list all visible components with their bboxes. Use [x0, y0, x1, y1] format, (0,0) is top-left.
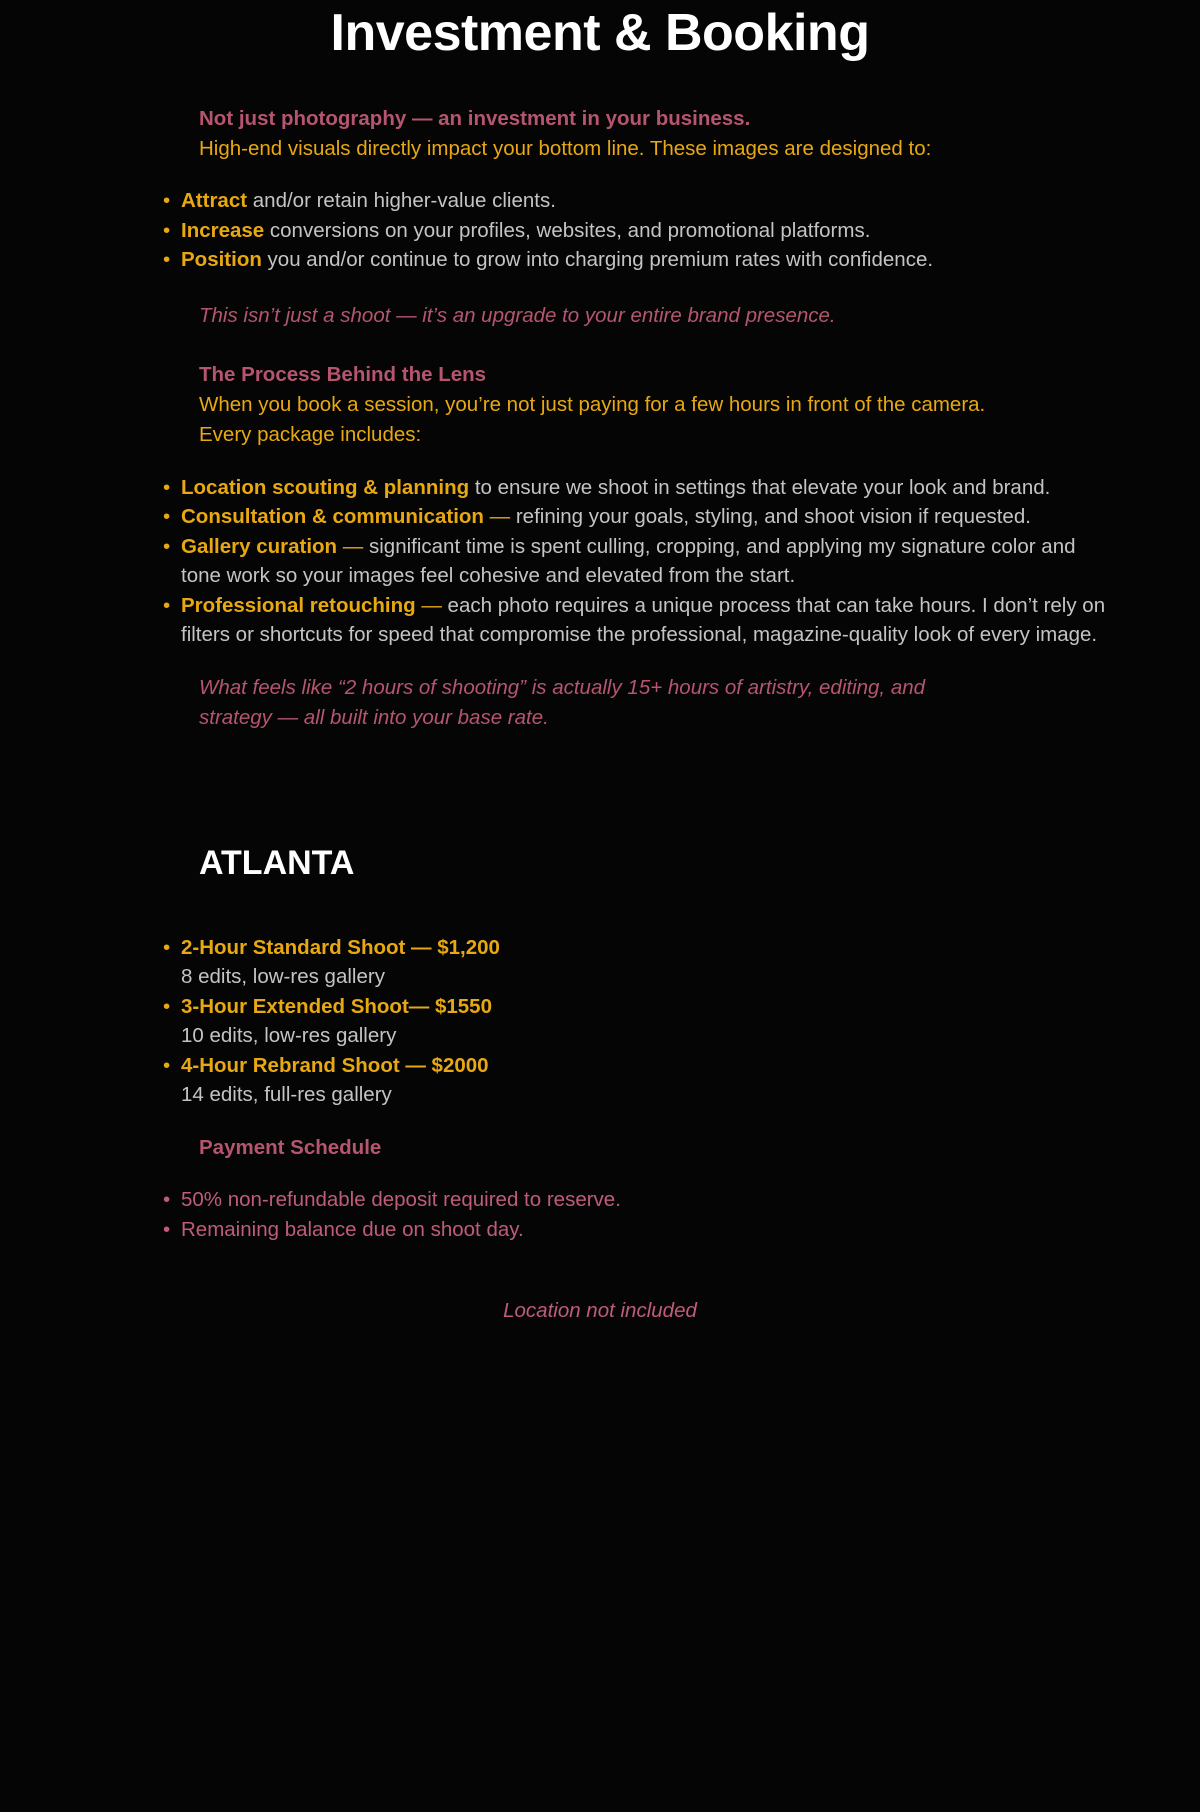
package-detail: 10 edits, low-res gallery — [181, 1024, 397, 1047]
bullet-lead: Position — [181, 248, 262, 271]
bullet-text: to ensure we shoot in settings that elevate your look and brand. — [469, 475, 1051, 499]
list-item — [163, 532, 1119, 591]
list-item — [163, 502, 1119, 532]
intro-emphasis: This isn’t just a shoot — it’s an upgrade to your entire brand presence. — [199, 303, 836, 327]
list-item — [163, 933, 1119, 992]
intro-section — [81, 104, 1119, 164]
bullet-text: conversions on your profiles, websites, and promotional platforms. — [264, 218, 871, 242]
list-item: • 50% non-refundable deposit required to reserve. — [163, 1185, 1119, 1215]
process-paragraph: When you book a session, you’re not just paying for a few hours in front of the camera. Every package includes: — [199, 392, 986, 446]
list-item — [163, 992, 1119, 1051]
package-name: • 4-Hour Rebrand Shoot — $2000 — [181, 1053, 489, 1077]
bullet-dash: — — [483, 505, 511, 528]
investment-booking-page — [81, 0, 1119, 1366]
process-bullet-list — [81, 473, 1119, 650]
page-title: Investment & Booking — [330, 4, 870, 62]
bullet-text: refining your goals, styling, and shoot vision if requested. — [510, 505, 1031, 528]
bullet-lead: Location scouting & planning — [181, 475, 470, 499]
process-emphasis-block — [81, 673, 1119, 733]
bullet-lead: Gallery curation — [181, 534, 338, 558]
intro-headline: Not just photography — an investment in your business. — [199, 107, 751, 130]
bullet-dash: — — [415, 593, 442, 617]
payment-terms-list — [81, 1185, 1119, 1245]
list-item — [163, 216, 1119, 246]
process-heading: The Process Behind the Lens — [199, 362, 487, 386]
process-emphasis: What feels like “2 hours of shooting” is actually 15+ hours of artistry, editing, and strategy — all built into your base rate. — [199, 675, 926, 729]
city-heading: ATLANTA — [199, 843, 355, 882]
process-section — [81, 360, 1119, 450]
payment-section — [81, 1133, 1119, 1163]
bullet-lead: Increase — [181, 218, 265, 242]
package-name: • 3-Hour Extended Shoot— $1550 — [181, 994, 492, 1018]
intro-bullet-list — [81, 186, 1119, 275]
list-item — [163, 1051, 1119, 1110]
bullet-dash: — — [337, 534, 364, 558]
bullet-lead: Professional retouching — [181, 593, 416, 617]
intro-emphasis-block — [81, 301, 1119, 331]
bullet-text: significant time is spent culling, cropping, and applying my signature color and tone work so your images feel cohesive and elevated from the start. — [181, 534, 1076, 587]
bullet-text: each photo requires a unique process that can take hours. I don’t rely on filters or shortcuts for speed that compromise the professional, magazine-quality look of every image. — [181, 593, 1106, 646]
list-item — [163, 473, 1119, 503]
package-name: • 2-Hour Standard Shoot — $1,200 — [181, 935, 500, 959]
list-item — [163, 186, 1119, 216]
bullet-lead: Attract — [181, 189, 248, 212]
list-item: • Remaining balance due on shoot day. — [163, 1215, 1119, 1245]
payment-heading: Payment Schedule — [199, 1135, 382, 1159]
footer-note: Location not included — [503, 1298, 697, 1322]
bullet-text: you and/or continue to grow into charging premium rates with confidence. — [261, 248, 934, 271]
bullet-text: and/or retain higher-value clients. — [247, 189, 556, 212]
intro-paragraph: High-end visuals directly impact your bottom line. These images are designed to: — [199, 137, 932, 160]
package-detail: 8 edits, low-res gallery — [181, 965, 385, 988]
pricing-list — [81, 933, 1119, 1110]
bullet-lead: Consultation & communication — [181, 505, 484, 528]
package-detail: 14 edits, full-res gallery — [181, 1083, 392, 1106]
list-item — [163, 245, 1119, 275]
list-item — [163, 591, 1119, 650]
